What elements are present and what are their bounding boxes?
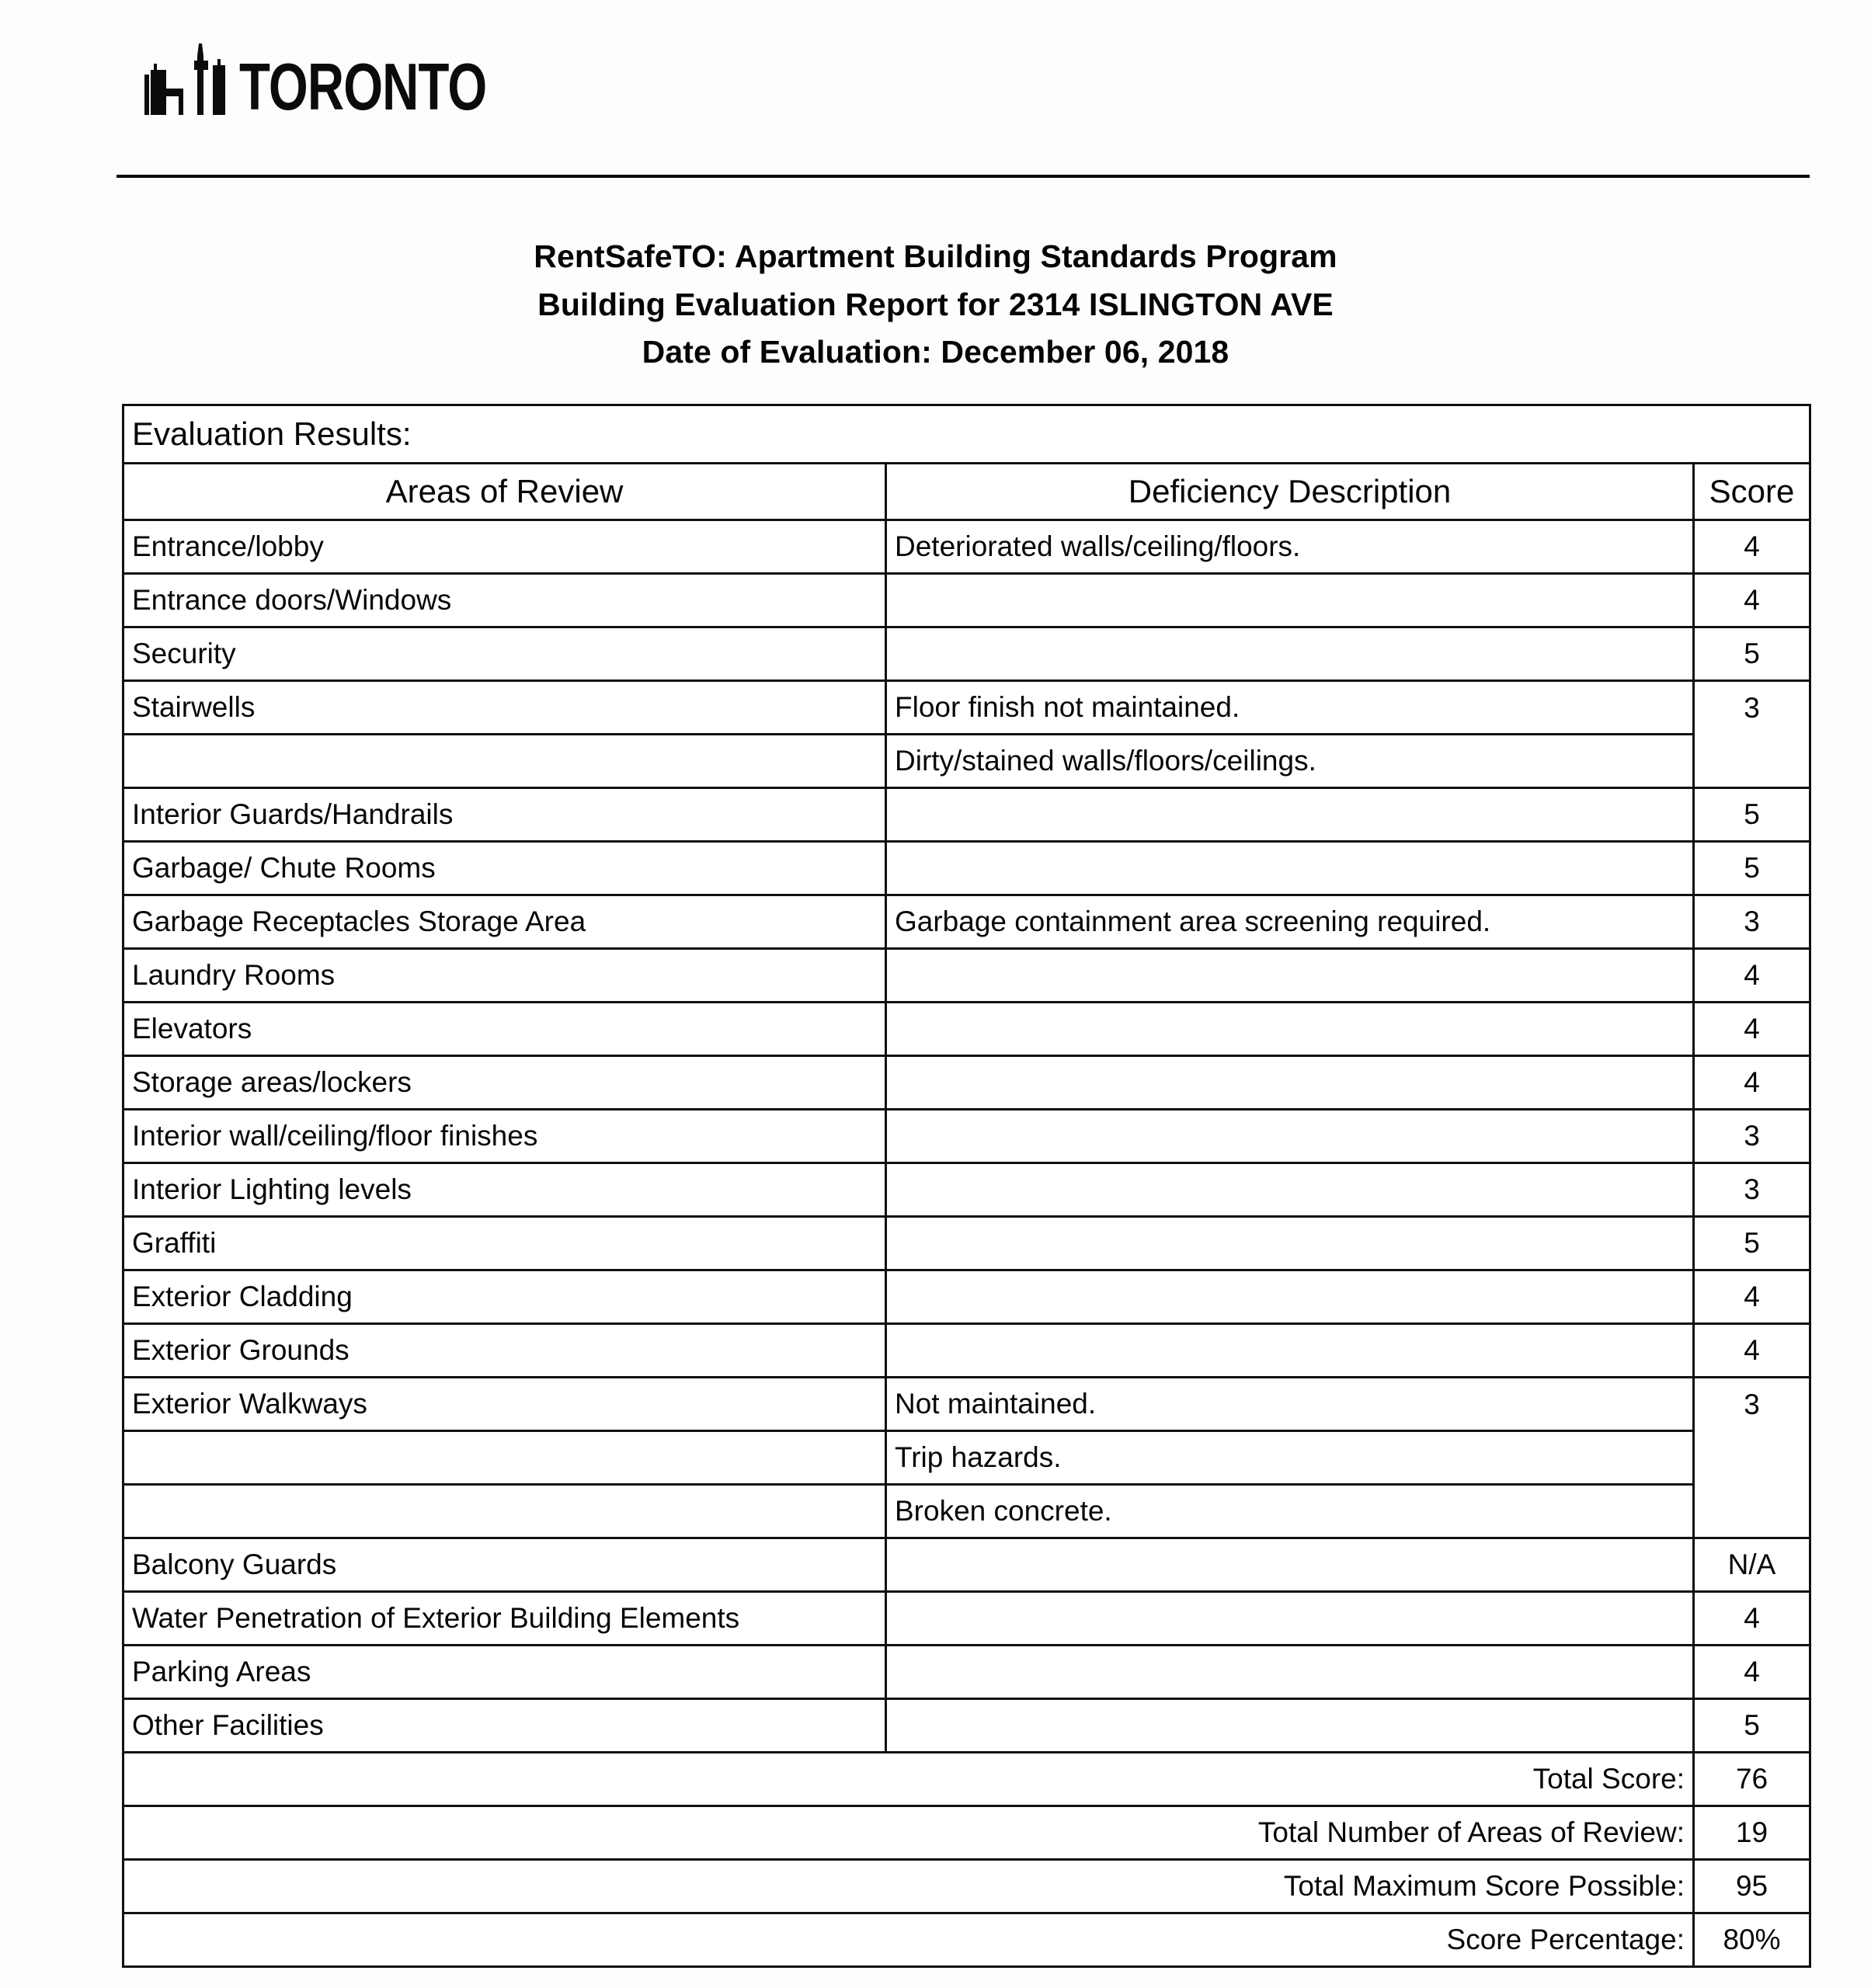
table-row [123,1324,1810,1378]
cell-area-of-review: Security [123,627,886,681]
cell-area-of-review: Elevators [123,1003,886,1056]
cell-deficiency-description [886,1163,1694,1217]
cell-area-of-review: Garbage Receptacles Storage Area [123,895,886,949]
cell-area-of-review: Interior wall/ceiling/floor finishes [123,1110,886,1163]
cell-deficiency-description [886,1217,1694,1270]
cell-area-of-review: Graffiti [123,1217,886,1270]
table-row [123,574,1810,627]
cell-score: 4 [1694,520,1810,574]
summary-label: Score Percentage: [123,1913,1694,1967]
cell-score: 5 [1694,788,1810,842]
cell-deficiency-description [886,1538,1694,1592]
cell-deficiency-description [886,1324,1694,1378]
cell-deficiency-description [886,1270,1694,1324]
cell-deficiency-description [886,1003,1694,1056]
table-row [123,1110,1810,1163]
table-row [123,1592,1810,1646]
cell-score [1694,1485,1810,1538]
cell-score: 3 [1694,681,1810,735]
cell-score [1694,1431,1810,1485]
cell-area-of-review [123,735,886,788]
evaluation-results-table [122,404,1811,1968]
cell-deficiency-description: Floor finish not maintained. [886,681,1694,735]
table-row [123,1538,1810,1592]
cell-deficiency-description [886,1699,1694,1753]
cell-area-of-review: Stairwells [123,681,886,735]
summary-label: Total Score: [123,1753,1694,1806]
cell-score: 3 [1694,1110,1810,1163]
cell-area-of-review: Entrance/lobby [123,520,886,574]
table-caption-row [123,405,1810,464]
cell-deficiency-description [886,1110,1694,1163]
report-title-block [0,233,1871,377]
table-row [123,1217,1810,1270]
column-header-areas-of-review: Areas of Review [123,464,886,520]
table-row [123,627,1810,681]
report-subtitle: Building Evaluation Report for 2314 ISLINGTON AVE [537,286,1334,322]
program-title: RentSafeTO: Apartment Building Standards Program [534,238,1337,274]
cell-deficiency-description [886,1646,1694,1699]
cell-area-of-review: Other Facilities [123,1699,886,1753]
cell-deficiency-description: Broken concrete. [886,1485,1694,1538]
summary-label: Total Number of Areas of Review: [123,1806,1694,1860]
table-header-row [123,464,1810,520]
cell-deficiency-description [886,574,1694,627]
cell-score: N/A [1694,1538,1810,1592]
cell-score: 5 [1694,1217,1810,1270]
cell-deficiency-description: Not maintained. [886,1378,1694,1431]
summary-value: 80% [1694,1913,1810,1967]
cell-score: 4 [1694,949,1810,1003]
toronto-logo [140,45,527,124]
summary-row [123,1806,1810,1860]
cell-score: 4 [1694,574,1810,627]
cell-area-of-review: Interior Lighting levels [123,1163,886,1217]
table-row [123,681,1810,735]
table-row [123,895,1810,949]
cell-score: 4 [1694,1646,1810,1699]
cell-score: 5 [1694,1699,1810,1753]
table-row [123,1270,1810,1324]
cell-area-of-review: Water Penetration of Exterior Building Elements [123,1592,886,1646]
document-header [0,0,1871,186]
column-header-deficiency-description: Deficiency Description [886,464,1694,520]
cell-area-of-review: Exterior Walkways [123,1378,886,1431]
cell-deficiency-description: Dirty/stained walls/floors/ceilings. [886,735,1694,788]
table-row [123,842,1810,895]
cell-area-of-review: Exterior Cladding [123,1270,886,1324]
table-row [123,1485,1810,1538]
table-row [123,1646,1810,1699]
cell-deficiency-description [886,627,1694,681]
cell-deficiency-description: Garbage containment area screening required. [886,895,1694,949]
table-row [123,1163,1810,1217]
table-caption: Evaluation Results: [123,405,1810,464]
evaluation-results-table-wrapper [122,404,1809,1968]
cell-score: 4 [1694,1270,1810,1324]
cell-deficiency-description: Deteriorated walls/ceiling/floors. [886,520,1694,574]
cell-score: 5 [1694,842,1810,895]
table-row [123,1699,1810,1753]
summary-value: 19 [1694,1806,1810,1860]
cell-score: 3 [1694,895,1810,949]
toronto-skyline-logo-icon [140,43,231,115]
table-row [123,949,1810,1003]
cell-deficiency-description: Trip hazards. [886,1431,1694,1485]
table-row [123,1378,1810,1431]
table-row [123,1056,1810,1110]
cell-deficiency-description [886,949,1694,1003]
column-header-score: Score [1694,464,1810,520]
summary-value: 76 [1694,1753,1810,1806]
summary-label: Total Maximum Score Possible: [123,1860,1694,1913]
table-row [123,520,1810,574]
table-row [123,788,1810,842]
summary-row [123,1913,1810,1967]
cell-score: 4 [1694,1324,1810,1378]
cell-deficiency-description [886,842,1694,895]
cell-area-of-review: Parking Areas [123,1646,886,1699]
cell-score [1694,735,1810,788]
cell-deficiency-description [886,1592,1694,1646]
cell-area-of-review: Storage areas/lockers [123,1056,886,1110]
cell-area-of-review: Balcony Guards [123,1538,886,1592]
cell-score: 4 [1694,1003,1810,1056]
summary-value: 95 [1694,1860,1810,1913]
summary-row [123,1753,1810,1806]
cell-score: 3 [1694,1378,1810,1431]
table-row [123,735,1810,788]
cell-deficiency-description [886,1056,1694,1110]
cell-area-of-review: Interior Guards/Handrails [123,788,886,842]
cell-area-of-review [123,1431,886,1485]
cell-area-of-review: Garbage/ Chute Rooms [123,842,886,895]
summary-row [123,1860,1810,1913]
cell-area-of-review: Laundry Rooms [123,949,886,1003]
cell-area-of-review [123,1485,886,1538]
table-row [123,1003,1810,1056]
cell-score: 5 [1694,627,1810,681]
cell-score: 3 [1694,1163,1810,1217]
cell-area-of-review: Exterior Grounds [123,1324,886,1378]
evaluation-date: Date of Evaluation: December 06, 2018 [642,334,1229,370]
cell-area-of-review: Entrance doors/Windows [123,574,886,627]
cell-score: 4 [1694,1592,1810,1646]
header-divider [117,175,1810,178]
cell-deficiency-description [886,788,1694,842]
toronto-logo-wordmark: TORONTO [239,50,487,124]
cell-score: 4 [1694,1056,1810,1110]
table-row [123,1431,1810,1485]
